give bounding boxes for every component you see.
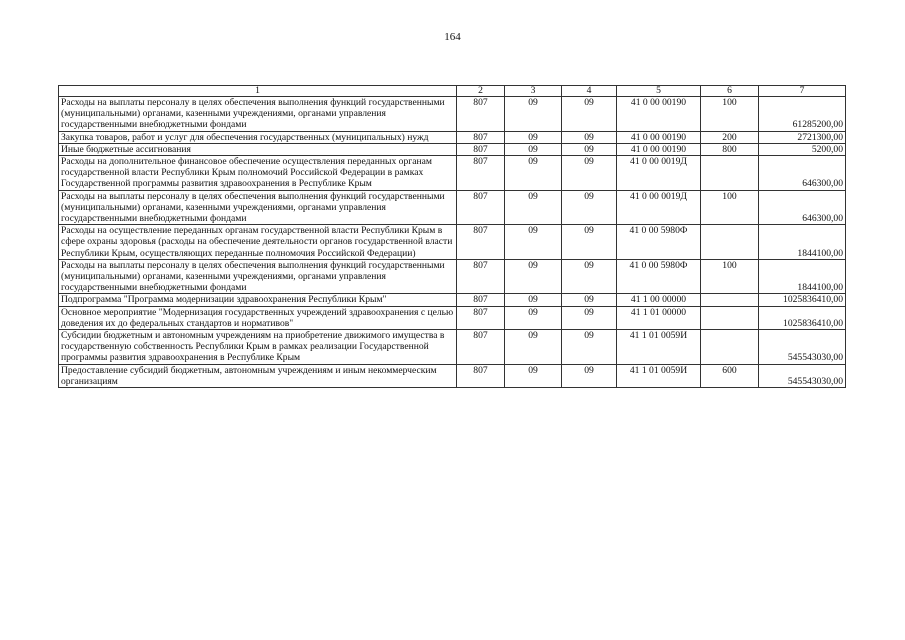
- row-subsection-code: 09: [562, 143, 617, 155]
- table-row: [59, 306, 846, 329]
- row-target-article: 41 1 01 0059И: [617, 330, 701, 365]
- row-target-article: 41 0 00 00190: [617, 131, 701, 143]
- row-subsection-code: 09: [562, 97, 617, 132]
- row-section-code: 09: [505, 190, 562, 225]
- row-description: Расходы на выплаты персоналу в целях обеспечения выполнения функций государственными (муниципальными) органами, казенными учреждениями, органами управления государственными внебюджетными фондами: [59, 97, 457, 132]
- table-row: [59, 294, 846, 306]
- table-row: [59, 330, 846, 365]
- row-section-code: 09: [505, 259, 562, 294]
- row-target-article: 41 0 00 5980Ф: [617, 259, 701, 294]
- row-subsection-code: 09: [562, 225, 617, 260]
- row-expense-type: [701, 294, 759, 306]
- row-target-article: 41 0 00 0019Д: [617, 190, 701, 225]
- table-row: [59, 143, 846, 155]
- row-description: Закупка товаров, работ и услуг для обеспечения государственных (муниципальных) нужд: [59, 131, 457, 143]
- row-amount: 5200,00: [759, 143, 846, 155]
- row-expense-type: 800: [701, 143, 759, 155]
- table-row: [59, 225, 846, 260]
- row-subsection-code: 09: [562, 131, 617, 143]
- row-description: Расходы на осуществление переданных органам государственной власти Республики Крым в сфере охраны здоровья (расходы на обеспечение деятельности органов государственной власти Республики Крым, осуществляющих переданные полномочия Российской Федерации): [59, 225, 457, 260]
- row-section-code: 09: [505, 97, 562, 132]
- table-row: [59, 259, 846, 294]
- row-description: Субсидии бюджетным и автономным учреждениям на приобретение движимого имущества в государственную собственность Республики Крым в рамках реализации Государственной программы развития здравоохранения в Республике Крым: [59, 330, 457, 365]
- row-section-code: 09: [505, 131, 562, 143]
- row-ministry-code: 807: [457, 259, 505, 294]
- row-expense-type: [701, 330, 759, 365]
- row-ministry-code: 807: [457, 330, 505, 365]
- row-ministry-code: 807: [457, 143, 505, 155]
- row-expense-type: 600: [701, 364, 759, 387]
- row-amount: 1844100,00: [759, 259, 846, 294]
- row-target-article: 41 0 00 5980Ф: [617, 225, 701, 260]
- row-subsection-code: 09: [562, 294, 617, 306]
- row-ministry-code: 807: [457, 364, 505, 387]
- row-amount: 1025836410,00: [759, 306, 846, 329]
- row-target-article: 41 0 00 00190: [617, 143, 701, 155]
- row-section-code: 09: [505, 306, 562, 329]
- row-ministry-code: 807: [457, 131, 505, 143]
- row-amount: 646300,00: [759, 190, 846, 225]
- row-section-code: 09: [505, 294, 562, 306]
- row-amount: 545543030,00: [759, 330, 846, 365]
- row-ministry-code: 807: [457, 294, 505, 306]
- row-description: Подпрограмма "Программа модернизации здравоохранения Республики Крым": [59, 294, 457, 306]
- row-description: Расходы на выплаты персоналу в целях обеспечения выполнения функций государственными (муниципальными) органами, казенными учреждениями, органами управления государственными внебюджетными фондами: [59, 190, 457, 225]
- row-expense-type: [701, 225, 759, 260]
- row-subsection-code: 09: [562, 330, 617, 365]
- row-section-code: 09: [505, 364, 562, 387]
- row-description: Расходы на дополнительное финансовое обеспечение осуществления переданных органам государственной власти Республики Крым полномочий Российской Федерации в рамках Государственной программы развития здравоохранения в Республике Крым: [59, 156, 457, 191]
- budget-table: [58, 85, 846, 388]
- row-ministry-code: 807: [457, 190, 505, 225]
- row-target-article: 41 1 01 00000: [617, 306, 701, 329]
- row-subsection-code: 09: [562, 364, 617, 387]
- row-amount: 545543030,00: [759, 364, 846, 387]
- row-ministry-code: 807: [457, 225, 505, 260]
- table-row: [59, 364, 846, 387]
- column-header-row: [59, 86, 846, 97]
- row-expense-type: 100: [701, 190, 759, 225]
- row-amount: 61285200,00: [759, 97, 846, 132]
- row-expense-type: [701, 156, 759, 191]
- page-number: 164: [444, 31, 461, 43]
- row-subsection-code: 09: [562, 306, 617, 329]
- row-description: Основное мероприятие "Модернизация государственных учреждений здравоохранения с целью доведения их до федеральных стандартов и нормативов": [59, 306, 457, 329]
- row-amount: 1025836410,00: [759, 294, 846, 306]
- row-amount: 2721300,00: [759, 131, 846, 143]
- row-expense-type: [701, 306, 759, 329]
- column-header: 4: [562, 86, 617, 97]
- row-section-code: 09: [505, 330, 562, 365]
- column-header: 1: [59, 86, 457, 97]
- row-expense-type: 100: [701, 97, 759, 132]
- row-subsection-code: 09: [562, 259, 617, 294]
- column-header: 3: [505, 86, 562, 97]
- table-row: [59, 156, 846, 191]
- row-description: Расходы на выплаты персоналу в целях обеспечения выполнения функций государственными (муниципальными) органами, казенными учреждениями, органами управления государственными внебюджетными фондами: [59, 259, 457, 294]
- row-section-code: 09: [505, 143, 562, 155]
- row-ministry-code: 807: [457, 97, 505, 132]
- column-header: 6: [701, 86, 759, 97]
- row-description: Иные бюджетные ассигнования: [59, 143, 457, 155]
- column-header: 5: [617, 86, 701, 97]
- column-header: 7: [759, 86, 846, 97]
- row-subsection-code: 09: [562, 190, 617, 225]
- table-row: [59, 97, 846, 132]
- table-row: [59, 190, 846, 225]
- row-target-article: 41 0 00 00190: [617, 97, 701, 132]
- row-expense-type: 200: [701, 131, 759, 143]
- row-amount: 646300,00: [759, 156, 846, 191]
- row-target-article: 41 1 01 0059И: [617, 364, 701, 387]
- table-row: [59, 131, 846, 143]
- row-amount: 1844100,00: [759, 225, 846, 260]
- row-ministry-code: 807: [457, 306, 505, 329]
- row-ministry-code: 807: [457, 156, 505, 191]
- row-expense-type: 100: [701, 259, 759, 294]
- row-target-article: 41 0 00 0019Д: [617, 156, 701, 191]
- column-header: 2: [457, 86, 505, 97]
- row-description: Предоставление субсидий бюджетным, автономным учреждениям и иным некоммерческим организациям: [59, 364, 457, 387]
- table-body: [59, 86, 846, 388]
- row-subsection-code: 09: [562, 156, 617, 191]
- row-section-code: 09: [505, 225, 562, 260]
- row-section-code: 09: [505, 156, 562, 191]
- row-target-article: 41 1 00 00000: [617, 294, 701, 306]
